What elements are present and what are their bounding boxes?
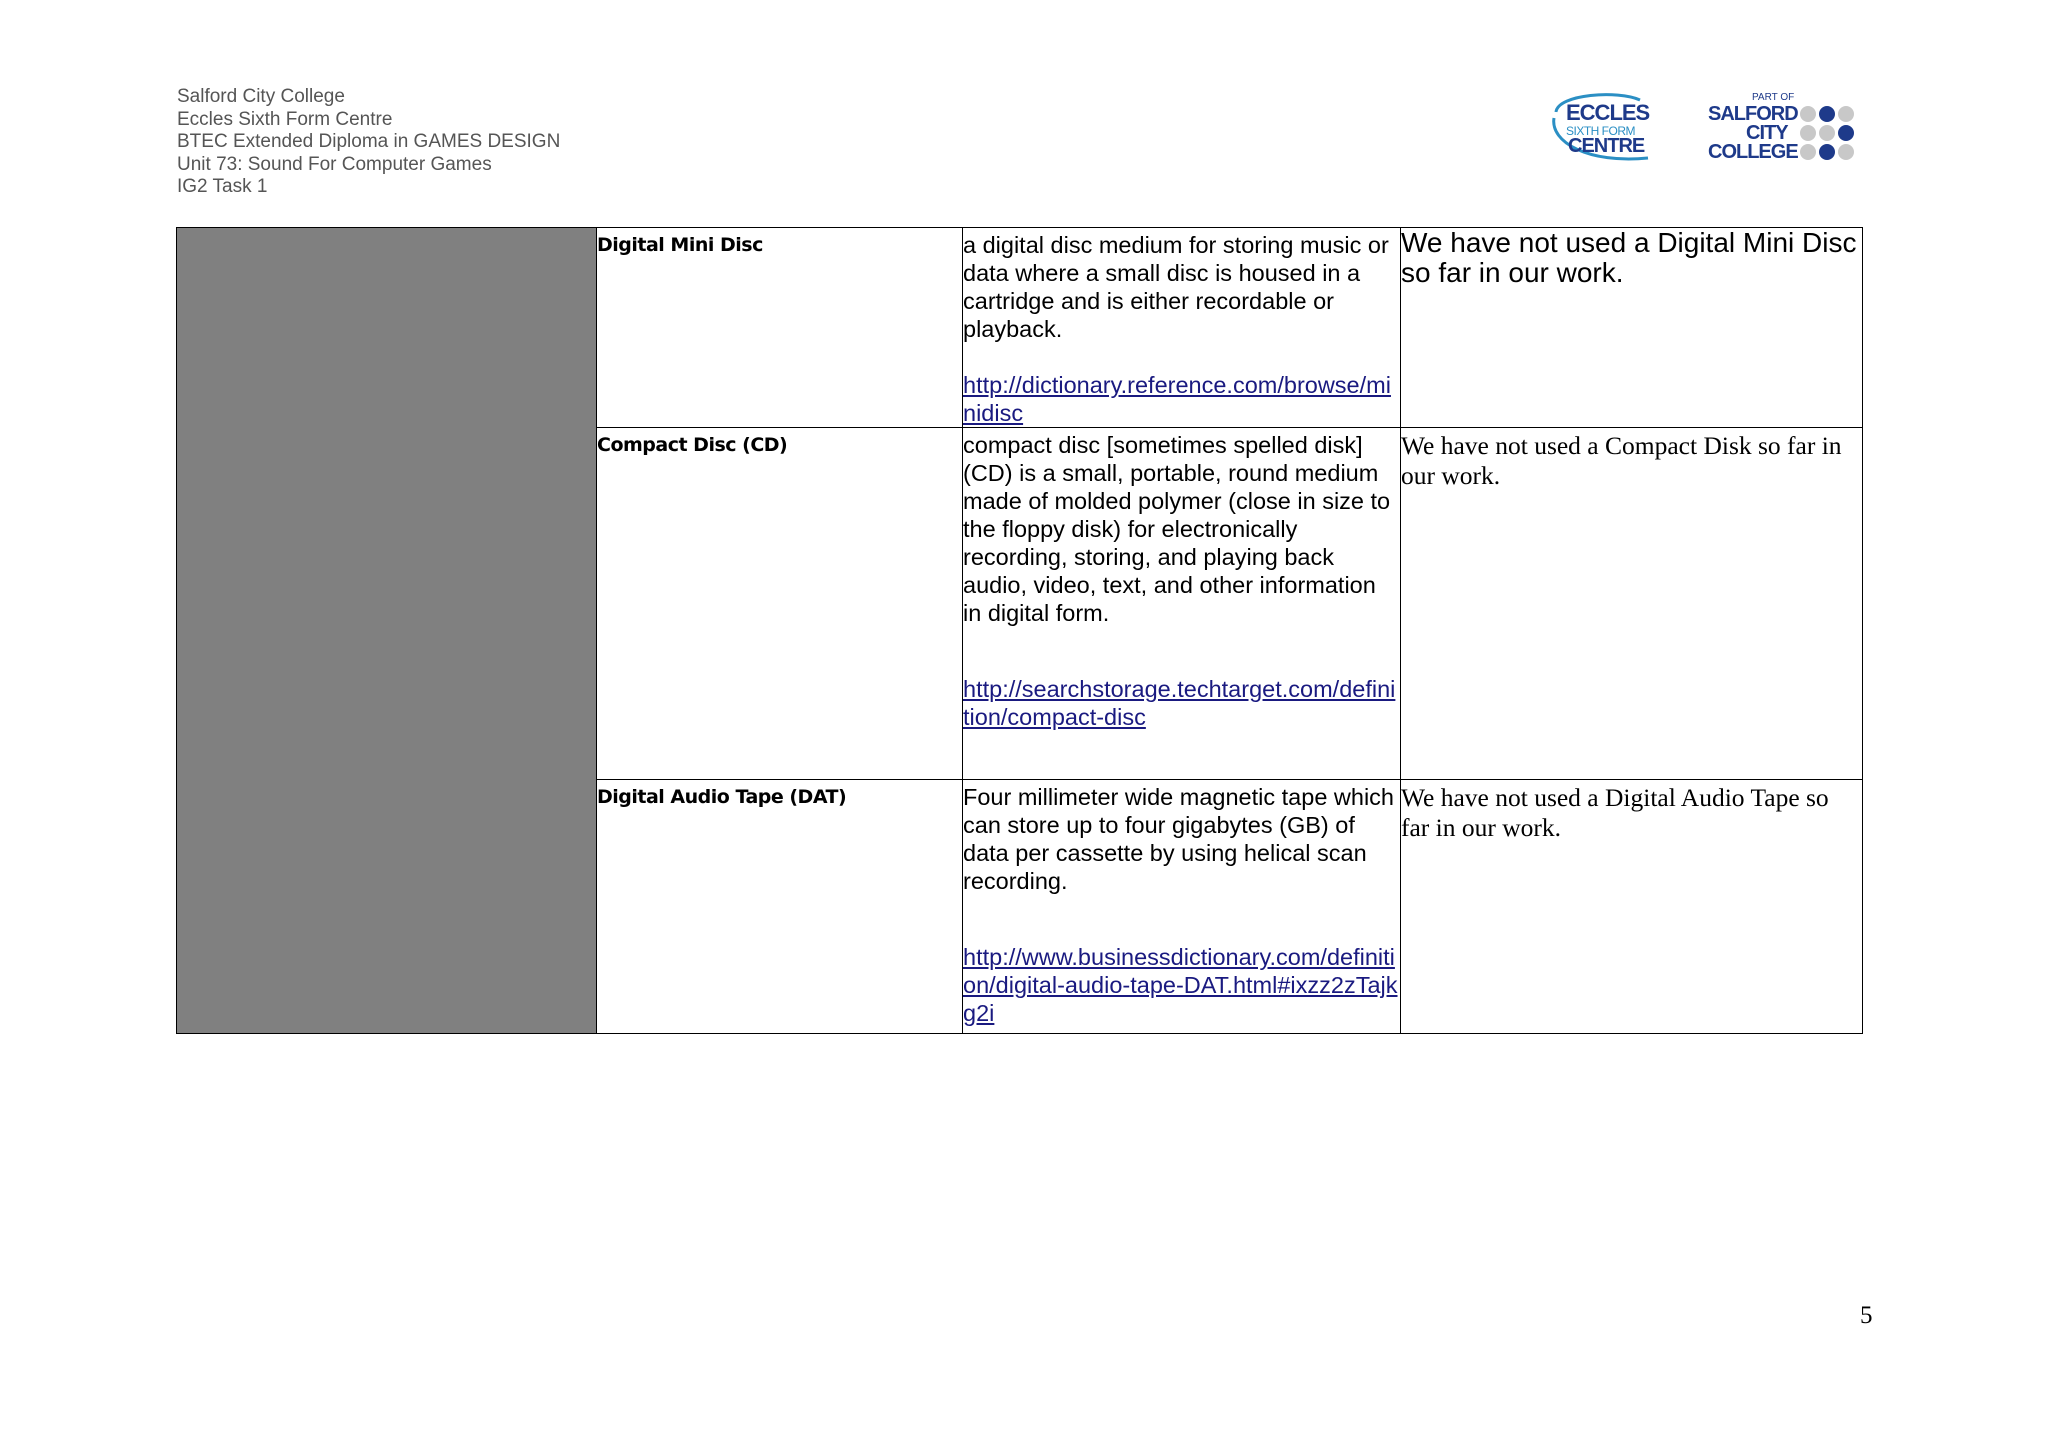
logo-dots [1800, 106, 1854, 160]
header-college: Salford City College [177, 86, 345, 107]
salford-logo-line3: COLLEGE [1708, 141, 1798, 163]
note-cell [1401, 428, 1863, 780]
logos [1548, 88, 1868, 170]
page-number: 5 [1860, 1302, 1873, 1329]
note-cell [1401, 780, 1863, 1034]
term-cell [597, 780, 963, 1034]
source-link[interactable]: http://searchstorage.techtarget.com/definition/compact-disc [963, 676, 1396, 730]
table-row [177, 228, 1863, 428]
header-unit: Unit 73: Sound For Computer Games [177, 153, 492, 175]
term-label: Digital Audio Tape (DAT) [597, 786, 847, 808]
salford-logo-line2: CITY [1746, 122, 1788, 144]
term-label: Compact Disc (CD) [597, 434, 788, 456]
eccles-logo-line3: CENTRE [1568, 135, 1645, 157]
storage-media-table [176, 227, 1863, 1034]
grey-label-column [177, 228, 597, 1034]
usage-note: We have not used a Digital Mini Disc so far in our work. [1401, 227, 1857, 288]
document-header [177, 86, 560, 199]
definition-cell [963, 228, 1401, 428]
header-centre: Eccles Sixth Form Centre [177, 108, 393, 130]
usage-note: We have not used a Digital Audio Tape so far in our work. [1401, 783, 1829, 842]
usage-note: We have not used a Compact Disk so far in our work. [1401, 431, 1842, 490]
definition-cell [963, 780, 1401, 1034]
definition-text: compact disc [sometimes spelled disk] (CD) is a small, portable, round medium made of molded polymer (close in size to the floppy disk) for electronically recording, storing, and playing back audio, video, text, and other information in digital form. [963, 432, 1391, 626]
definition-cell [963, 428, 1401, 780]
eccles-logo-line1: ECCLES [1566, 100, 1650, 125]
term-cell [597, 228, 963, 428]
header-task: IG2 Task 1 [177, 176, 268, 197]
eccles-logo-line2: SIXTH FORM [1566, 124, 1635, 138]
eccles-sixth-form-logo [1548, 92, 1668, 166]
term-label: Digital Mini Disc [597, 234, 763, 256]
source-link[interactable]: http://www.businessdictionary.com/definition/digital-audio-tape-DAT.html#ixzz2zTajkg2i [963, 944, 1398, 1026]
header-course: BTEC Extended Diploma in GAMES DESIGN [177, 131, 561, 152]
term-cell [597, 428, 963, 780]
definition-text: Four millimeter wide magnetic tape which can store up to four gigabytes (GB) of data per cassette by using helical scan recording. [963, 784, 1394, 894]
salford-logo-line1: SALFORD [1708, 103, 1798, 125]
source-link[interactable]: http://dictionary.reference.com/browse/minidisc [963, 372, 1391, 426]
definition-text: a digital disc medium for storing music or data where a small disc is housed in a cartridge and is either recordable or playback. [963, 232, 1389, 342]
salford-city-college-logo [1706, 88, 1866, 168]
salford-logo-part-of: PART OF [1752, 92, 1795, 103]
note-cell [1401, 228, 1863, 428]
